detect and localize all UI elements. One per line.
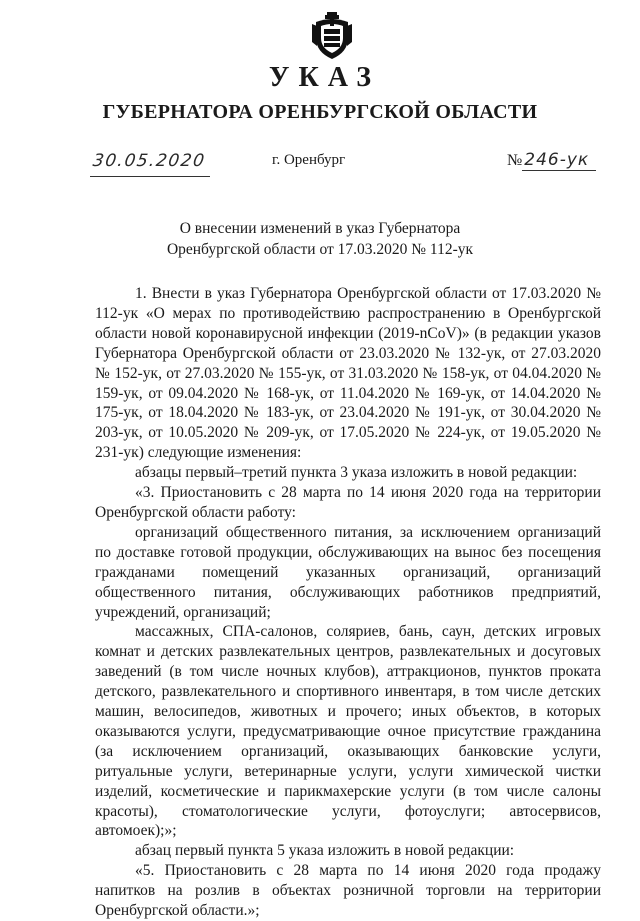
document-body bbox=[95, 284, 601, 921]
document-date: 30.05.2020 bbox=[91, 151, 207, 171]
document-subject bbox=[0, 218, 640, 260]
date-underline bbox=[90, 176, 210, 177]
document-subtitle: ГУБЕРНАТОРА ОРЕНБУРГСКОЙ ОБЛАСТИ bbox=[102, 101, 538, 123]
body-paragraph-5: массажных, СПА-салонов, соляриев, бань, саун, детских игровых комнат и детских развлекательных центров, развлекательных и досуговых заведений (в том числе ночных клубов), аттракционов, пунктов проката детского, развлекательного и спортивного инвентаря, в том числе детских машин, велосипедов, животных и прочего; иных объектов, в которых оказываются услуги, предусматривающие очное присутствие гражданина (за исключением организаций, оказывающих банковские услуги, ритуальные услуги, ветеринарные услуги, услуги химической чистки изделий, косметические и парикмахерские услуги (в том числе салоны красоты), стоматологические услуги, фотоуслуги; автосервисов, автомоек);»; bbox=[95, 623, 601, 840]
body-paragraph-4: организаций общественного питания, за исключением организаций по доставке готовой продукции, обслуживающих на вынос без посещения гражданами помещений указанных организаций, организаций общественного питания, обслуживающих работников предприятий, учреждений, организаций; bbox=[95, 523, 601, 621]
document-meta bbox=[0, 140, 640, 180]
body-paragraph-1: 1. Внести в указ Губернатора Оренбургской области от 17.03.2020 № 112-ук «О мерах по противодействию распространению в Оренбургской области новой коронавирусной инфекции (2019-nCoV)» (в редакции указов Губернатора Оренбургской области от 23.03.2020 № 132-ук, от 27.03.2020 № 152-ук, от 27.03.2020 № 155-ук, от 31.03.2020 № 158-ук, от 04.04.2020 № 159-ук, от 09.04.2020 № 168-ук, от 11.04.2020 № 169-ук, от 14.04.2020 № 175-ук, от 18.04.2020 № 183-ук, от 23.04.2020 № 191-ук, от 30.04.2020 № 203-ук, от 10.05.2020 № 209-ук, от 17.05.2020 № 224-ук, от 19.05.2020 № 231-ук) следующие изменения: bbox=[95, 285, 601, 462]
body-paragraph-7: «5. Приостановить с 28 марта по 14 июня 2020 года продажу напитков на розлив в объектах розничной торговли на территории Оренбургской области.»; bbox=[95, 862, 601, 920]
body-paragraph-3: «3. Приостановить с 28 марта по 14 июня 2020 года на территории Оренбургской области работу: bbox=[95, 484, 601, 521]
number-prefix: № bbox=[507, 152, 523, 169]
subject-line-1: О внесении изменений в указ Губернатора bbox=[179, 220, 461, 237]
coat-of-arms-icon bbox=[312, 12, 352, 60]
document-number bbox=[507, 150, 596, 171]
body-paragraph-2: абзацы первый–третий пункта 3 указа изложить в новой редакции: bbox=[135, 464, 578, 482]
number-value: 246-ук bbox=[522, 150, 596, 171]
document-city: г. Оренбург bbox=[272, 152, 346, 168]
body-paragraph-6: абзац первый пункта 5 указа изложить в новой редакции: bbox=[135, 842, 515, 860]
document-title: УКАЗ bbox=[268, 62, 381, 93]
subject-line-2: Оренбургской области от 17.03.2020 № 112-ук bbox=[166, 241, 474, 258]
